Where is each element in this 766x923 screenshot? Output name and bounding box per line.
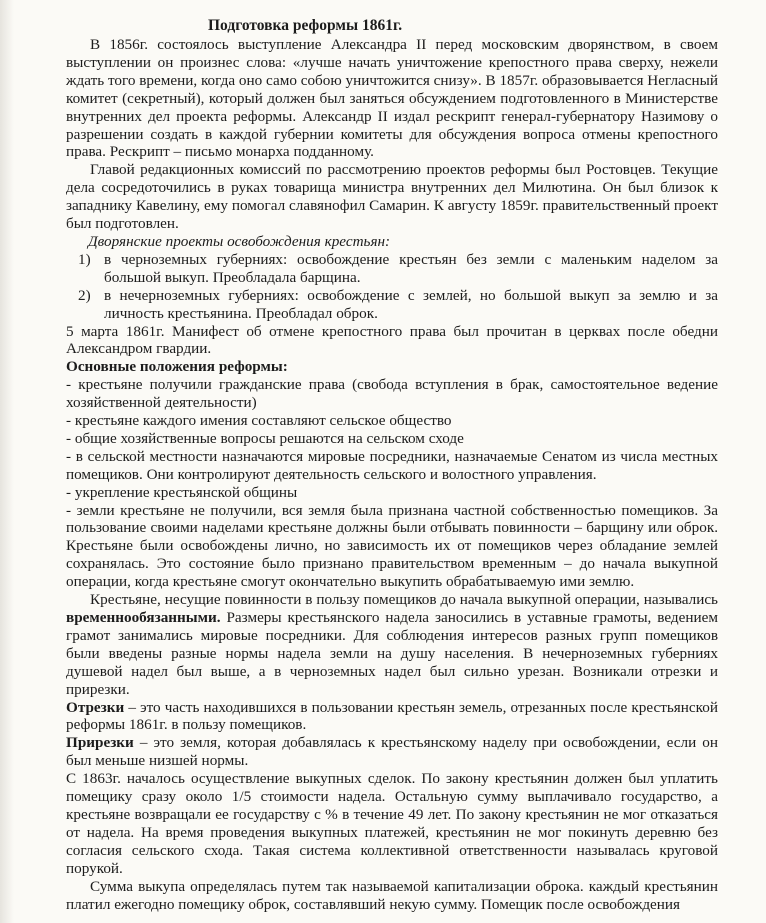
list-item (66, 251, 718, 287)
paragraph-1856: В 1856г. состоялось выступление Александра II перед московским дворянством, в своем выступлении он произнес слова: «лучше начать уничтожение крепостного права сверху, нежели ждать того времени, когда оно само собою уничтожится снизу». В 1857г. образовывается Негласный комитет (секретный), который должен был заняться обсуждением подготовленного в Министерстве внутренних дел проекта реформы. Александр II издал рескрипт генерал-губернатору Назимову о разрешении создать в каждой губернии комитеты для обсуждения вопроса отмены крепостного права. Рескрипт – письмо монарха подданному. (66, 36, 718, 161)
prirezki-definition (66, 734, 718, 770)
list-text: в нечерноземных губерниях: освобождение с землей, но большой выкуп за землю и за личность крестьянина. Преобладал оброк. (104, 286, 718, 322)
projects-heading: Дворянские проекты освобождения крестьян: (88, 232, 391, 250)
prirezki-term: Прирезки (66, 734, 134, 752)
scan-shadow (0, 0, 14, 923)
prirezki-text: – это земля, которая добавлялась к крестьянскому наделу при освобождении, если он был меньше низшей нормы. (66, 734, 718, 770)
page-title: Подготовка реформы 1861г. (208, 17, 403, 34)
projects-list (66, 251, 718, 323)
manifest-paragraph: 5 марта 1861г. Манифест об отмене крепостного права был прочитан в церквах после обедни Александром гвардии. (66, 322, 718, 358)
document-body (66, 17, 718, 913)
list-number: 2) (78, 286, 91, 304)
paragraph-1863: С 1863г. началось осуществление выкупных сделок. По закону крестьянин должен был уплатить помещику сразу около 1/5 стоимости надела. Остальную сумму выплачивало государство, а крестьяне возвращали ее государству с % в течение 49 лет. По закону крестьянин не мог отказаться от надела. На время проведения выкупных платежей, крестьянин не мог покинуть деревню без согласия сельского схода. Такая система коллективной ответственности называлась круговой порукой. (66, 770, 718, 877)
otrezki-definition (66, 699, 718, 735)
temp-obliged-term: временнообязанными. (66, 609, 221, 626)
otrezki-text: – это часть находившихся в пользовании крестьян земель, отрезанных после крестьянской реформы 1861г. в пользу помещиков. (66, 698, 718, 734)
otrezki-term: Отрезки (66, 698, 125, 716)
paragraph-commissions: Главой редакционных комиссий по рассмотрению проектов реформы был Ростовцев. Текущие дела сосредоточились в руках товарища министра внутренних дел Милютина. Он был близок к западнику Кавелину, ему помогал славянофил Самарин. К августу 1859г. правительственный проект был подготовлен. (66, 161, 718, 233)
provision-item: - крестьяне получили гражданские права (свобода вступления в брак, самостоятельное ведение хозяйственной деятельности) (66, 376, 718, 412)
temp-obliged-text-after: Размеры крестьянского надела заносились в уставные грамоты, ведением грамот занимались мировые посредники. Для соблюдения интересов разных групп помещиков были введены разные нормы надела земли на душу населения. В нечерноземных губерниях душевой надел был выше, а в черноземных надел был сильно урезан. Возникали отрезки и прирезки. (66, 609, 718, 698)
list-text: в черноземных губерниях: освобождение крестьян без земли с маленьким наделом за большой выкуп. Преобладала барщина. (104, 250, 718, 286)
provision-item: - укрепление крестьянской общины (66, 483, 298, 501)
provision-item: - общие хозяйственные вопросы решаются на сельском сходе (66, 429, 464, 447)
temp-obliged-text-before: Крестьяне, несущие повинности в пользу помещиков до начала выкупной операции, назывались (90, 591, 718, 609)
list-number: 1) (78, 250, 91, 268)
provision-item: - земли крестьяне не получили, вся земля была признана частной собственностью помещиков. За пользование своими наделами крестьяне должны были отбывать повинности – барщину или оброк. Крестьяне были освобождены лично, но зависимость их от помещиков через обладание землей сохранялась. Это состояние было признано правительством временным – до начала выкупной операции, когда крестьяне смогут окончательно выкупить обрабатываемую ими землю. (66, 501, 718, 591)
list-item (66, 287, 718, 323)
paragraph-redemption: Сумма выкупа определялась путем так называемой капитализации оброка. каждый крестьянин платил ежегодно помещику оброк, составлявший некую сумму. Помещик после освобождения (66, 877, 718, 913)
temp-obliged-paragraph (66, 591, 718, 698)
provisions-heading: Основные положения реформы: (66, 358, 288, 376)
provision-item: - в сельской местности назначаются мировые посредники, назначаемые Сенатом из числа местных помещиков. Они контролируют деятельность сельского и волостного управления. (66, 447, 718, 483)
provision-item: - крестьяне каждого имения составляют сельское общество (66, 412, 452, 430)
